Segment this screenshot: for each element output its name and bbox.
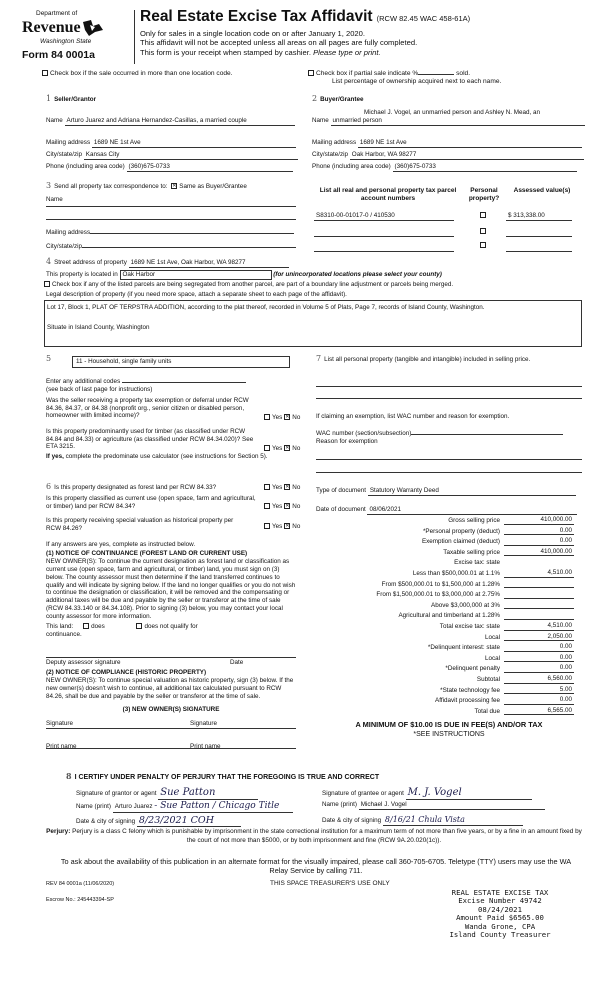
tax-row — [316, 525, 574, 536]
compliance-text: NEW OWNER(S): To continue special valuation as historic property, sign (3) below. If the new owner(s) doesn't wish to continue, all additional tax calculated pursuant to RCW 84.26, shall be due and payable by the seller or transferor at the time of sale. — [46, 677, 294, 700]
same-as-buyer-checkbox[interactable] — [171, 183, 177, 189]
tax-row — [316, 609, 574, 620]
revision-label: REV 84 0001a (11/06/2020) — [46, 881, 115, 887]
partial-sale-check[interactable]: Check box if partial sale indicate % sold. List percentage of ownership acquired next to each name. — [306, 70, 596, 86]
stamp-line: Excise Number 49742 — [458, 896, 542, 906]
dor-logo: Department of Revenue Washington State Form 84 0001a — [22, 10, 132, 61]
q-forest-answer: Yes✕ No — [262, 484, 300, 492]
tax-table — [316, 514, 574, 715]
tax-row-value[interactable] — [504, 598, 574, 599]
tax-row — [316, 662, 574, 673]
escrow-row: Escrow No.: 245443394-SP — [46, 897, 114, 903]
q-timber-no-checkbox[interactable] — [284, 445, 290, 451]
tax-row-value[interactable]: 0.00 — [504, 527, 574, 536]
buyer-name-line1: Michael J. Vogel, an unmarried person and Ashley N. Mead, an — [364, 109, 541, 116]
land-does-not-checkbox[interactable] — [136, 623, 142, 629]
tax-row-value[interactable]: 6,565.00 — [504, 707, 574, 716]
tax-row-label: From $1,500,000.01 to $3,000,000 at 2.75% — [376, 591, 500, 599]
personal-property-checkbox-3[interactable] — [480, 242, 486, 248]
continuance-title: (1) NOTICE OF CONTINUANCE (FOREST LAND OR CURRENT USE) — [46, 550, 248, 557]
q-current-use: Is this property classified as current use (open space, farm and agricultural, or timber) land per RCW 84.34? — [46, 495, 256, 510]
tax-row — [316, 652, 574, 663]
tax-row-label: Local — [484, 633, 500, 641]
grantor-date-row: Date & city of signing 8/23/2021 COH — [76, 815, 241, 827]
buyer-mailing-field[interactable]: 1689 NE 1st Ave — [358, 139, 582, 148]
parcel-number-field[interactable]: S8310-00-01017-0 / 410530 — [314, 212, 454, 221]
parcel-row — [314, 212, 462, 221]
tax-row-label: From $500,000.01 to $1,500,000 at 1.28% — [381, 580, 500, 588]
legal-description-textarea[interactable]: Lot 17, Block 1, PLAT OF TERPSTRA ADDITION, according to the plat thereof, recorded in Volume 5 of Plats, Page 7, records of Island County, Washington. Situate in Island County, Washington — [44, 300, 582, 347]
segregated-row[interactable]: Check box if any of the listed parcels are being segregated from another parcel, are part of a boundary line adjustment or parcels being merged. — [42, 281, 453, 289]
buyer-phone-field[interactable]: (360)675-0733 — [393, 163, 577, 172]
if-any-yes-note: If any answers are yes, complete as instructed below. — [46, 541, 196, 548]
treasurer-stamp — [430, 889, 570, 939]
grantee-signature-row: Signature of grantee or agent M. J. Vogel — [322, 787, 532, 800]
q-forest: 6 Is this property designated as forest land per RCW 84.33? — [46, 482, 217, 491]
segregated-checkbox[interactable] — [44, 281, 50, 287]
tax-row-label: Subtotal — [476, 675, 500, 683]
tax-row-value[interactable]: 0.00 — [504, 643, 574, 652]
perjury-note: Perjury: Perjury is a class C felony which is punishable by imprisonment in the state correctional institution for a maximum term of not more than five years, or by a fine in an amount fixed by the court of not more than $5000, or by both imprisonment and fine (RCW 9A.20.020(1c)). — [46, 828, 582, 844]
q-current-use-yes-checkbox[interactable] — [264, 503, 270, 509]
tax-row-value[interactable]: 5.00 — [504, 686, 574, 695]
assessed-value-header: Assessed value(s) — [513, 187, 571, 194]
wac-number-field[interactable] — [411, 434, 563, 435]
stamp-line: REAL ESTATE EXCISE TAX — [451, 888, 549, 897]
tax-row-label: Excise tax: state — [454, 559, 500, 567]
personal-property-list: 7 List all personal property (tangible and intangible) included in selling price. — [316, 354, 531, 363]
personal-property-checkbox-2[interactable] — [480, 228, 486, 234]
buyer-city-field[interactable]: Oak Harbor, WA 98277 — [350, 151, 584, 160]
grantee-signature[interactable]: M. J. Vogel — [406, 787, 532, 800]
deputy-signature-label: Deputy assessor signature — [46, 659, 121, 666]
seller-name-row: Name Arturo Juarez and Adriana Hernandez-Casillas, a married couple — [46, 117, 302, 126]
stamp-line: 08/24/2021 — [478, 904, 522, 914]
tax-row — [316, 641, 574, 652]
tax-row-label: Taxable selling price — [443, 548, 500, 556]
seller-city-row: City/state/zip Kansas City — [46, 151, 298, 160]
tax-row — [316, 546, 574, 557]
street-address-row: 4 Street address of property 1689 NE 1st Ave, Oak Harbor, WA 98277 — [46, 257, 289, 268]
legal-description-label: Legal description of property (if you need more space, attach a separate sheet to each page of the affidavit). — [46, 291, 347, 298]
tax-row-label: *Personal property (deduct) — [422, 527, 500, 535]
tax-row-label: Total excise tax: state — [439, 622, 500, 630]
tax-row-value[interactable]: 6,560.00 — [504, 675, 574, 684]
tax-row-label: Less than $500,000.01 at 1.1% — [412, 570, 500, 578]
seller-phone-row: Phone (including area code) (360)675-0733 — [46, 163, 293, 172]
doc-date-field[interactable]: 08/06/2021 — [367, 506, 577, 515]
treasurer-use-label: THIS SPACE TREASURER'S USE ONLY — [270, 880, 390, 887]
continuance-text: NEW OWNER(S): To continue the current designation as forest land or classification as current use (open space, farm and agricultural, or timber) land, you must sign on (3) below. The county assessor must then determine if the land transferred continues to qualify and will indicate by signing below. If the land no longer qualifies or you do not wish to continue the designation or classification, it will be removed and the compensating or additional taxes will be due and payable by the seller or transferor at the time of sale (RCW 84.33.140 or 84.34.108). Prior to signing (3) below, you may contact your local county assessor for more information. — [46, 558, 296, 621]
q-forest-yes-checkbox[interactable] — [264, 484, 270, 490]
predominate-use-note: If yes, complete the predominate use calculator (see instructions for Section 5). — [46, 453, 268, 460]
new-owner-signature-heading: (3) NEW OWNER(S) SIGNATURE — [122, 706, 220, 713]
tax-row-value[interactable]: 410,000.00 — [504, 548, 574, 557]
seller-phone-field[interactable]: (360)675-0733 — [127, 163, 293, 172]
buyer-name-field[interactable]: unmarried person — [331, 117, 585, 126]
stamp-line: Wanda Grone, CPA — [464, 921, 536, 931]
tax-row-label: *Delinquent interest: state — [427, 644, 500, 652]
q-exemption-yes-checkbox[interactable] — [264, 414, 270, 420]
alt-format-note: To ask about the availability of this publication in an alternate format for the visually impaired, please call 360-705-6705. Teletype (TTY) users may use the WA Relay Service by calling 711. — [60, 857, 572, 876]
tax-row-label: Above $3,000,000 at 3% — [431, 601, 500, 609]
tax-row-label: Exemption claimed (deduct) — [421, 538, 500, 546]
grantor-date-field[interactable]: 8/23/2021 COH — [137, 815, 241, 827]
page-title: Real Estate Excise Tax Affidavit — [140, 8, 373, 25]
dor-wordmark: Revenue — [22, 19, 81, 37]
stamp-line: Amount Paid $6565.00 — [456, 913, 544, 923]
land-does-checkbox[interactable] — [83, 623, 89, 629]
q-current-use-no-checkbox[interactable] — [284, 503, 290, 509]
tax-row-value[interactable]: 4,510.00 — [504, 622, 574, 631]
seller-heading: 1 Seller/Grantor — [46, 94, 97, 103]
corr-mailing-field[interactable] — [90, 233, 294, 234]
partial-sale-checkbox[interactable] — [308, 70, 314, 76]
land-use-row: 5 — [46, 354, 52, 363]
corr-mailing-row: Mailing address — [46, 229, 294, 237]
q-exemption-answer: Yes✕ No — [262, 414, 300, 422]
seller-name-field[interactable]: Arturo Juarez and Adriana Hernandez-Casillas, a married couple — [65, 117, 295, 126]
q-historical-yes-checkbox[interactable] — [264, 523, 270, 529]
tax-row-label: Agricultural and timberland at 1.28% — [398, 612, 500, 620]
tax-row — [316, 684, 574, 695]
tax-row — [316, 705, 574, 716]
tax-row — [316, 567, 574, 578]
grantor-name-row: Name (print) Arturo Juarez - Sue Patton / Chicago Title — [76, 801, 293, 813]
doc-type-field[interactable]: Statutory Warranty Deed — [368, 487, 576, 496]
tax-row-value[interactable]: 410,000.00 — [504, 516, 574, 525]
tax-row — [316, 578, 574, 589]
tax-row — [316, 535, 574, 546]
exemption-label: If claiming an exemption, list WAC number and reason for exemption. — [316, 413, 510, 420]
certify-heading: 8 I CERTIFY UNDER PENALTY OF PERJURY THAT THE FOREGOING IS TRUE AND CORRECT — [66, 771, 380, 781]
wac-row: WAC number (section/subsection) — [316, 430, 563, 438]
seller-mailing-row: Mailing address 1689 NE 1st Ave — [46, 139, 296, 148]
tax-row — [316, 556, 574, 567]
street-address-field[interactable]: 1689 NE 1st Ave, Oak Harbor, WA 98277 — [129, 259, 289, 268]
grantee-date-field[interactable]: 8/16/21 Chula Vista — [383, 815, 523, 826]
buyer-name-row: Name unmarried person — [312, 117, 585, 126]
tax-row-label: Local — [484, 654, 500, 662]
q-exemption-no-checkbox[interactable] — [284, 414, 290, 420]
doc-type-row: Type of document Statutory Warranty Deed — [316, 487, 576, 496]
buyer-phone-row: Phone (including area code) (360)675-0733 — [312, 163, 577, 172]
additional-codes-label: Enter any additional codes (see back of last page for instructions) — [46, 378, 246, 393]
tax-row-label: Affidavit processing fee — [435, 697, 500, 705]
assessed-value-field[interactable]: $ 313,338.00 — [506, 212, 572, 221]
buyer-heading: 2 Buyer/Grantee — [312, 94, 364, 103]
tax-row — [316, 588, 574, 599]
see-instructions-note: *SEE INSTRUCTIONS — [413, 731, 485, 738]
deputy-date-label: Date — [230, 659, 244, 666]
q-timber-answer: Yes✕ No — [262, 445, 300, 453]
this-land-row: This land: does does not qualify for continuance. — [46, 623, 198, 638]
tax-row-value[interactable]: 0.00 — [504, 664, 574, 673]
buyer-city-row: City/state/zip Oak Harbor, WA 98277 — [312, 151, 584, 160]
personal-property-checkbox-1[interactable] — [480, 212, 486, 218]
seller-mailing-field[interactable]: 1689 NE 1st Ave — [92, 139, 296, 148]
correspondence-row: 3 Send all property tax correspondence to: ✕ Same as Buyer/Grantee — [46, 181, 247, 191]
q-historical: Is this property receiving special valuation as historical property per RCW 84.26? — [46, 517, 234, 532]
personal-property-header: Personal property? — [468, 187, 500, 202]
q-current-use-answer: Yes✕ No — [262, 503, 300, 511]
tax-row — [316, 599, 574, 610]
corr-city-row: City/state/zip — [46, 243, 296, 251]
q-forest-no-checkbox[interactable] — [284, 484, 290, 490]
land-use-select[interactable]: 11 - Household, single family units — [72, 356, 290, 368]
grantee-name-row: Name (print) Michael J. Vogel — [322, 801, 545, 810]
tax-row — [316, 631, 574, 642]
q-exemption: Was the seller receiving a property tax exemption or deferral under RCW 84.36, 84.37, or 84.38 (nonprofit org., senior citizen or disabled person, homeowner with limited income)? — [46, 397, 249, 420]
stamp-line: Island County Treasurer — [449, 929, 551, 939]
tax-row-value[interactable]: 0.00 — [504, 696, 574, 705]
q-timber-yes-checkbox[interactable] — [264, 445, 270, 451]
seller-city-field[interactable]: Kansas City — [84, 151, 298, 160]
tax-row-value[interactable]: 0.00 — [504, 654, 574, 663]
doc-date-row: Date of document 08/06/2021 — [316, 506, 577, 515]
multi-location-check[interactable]: Check box if the sale occurred in more than one location code. — [40, 70, 233, 78]
tax-row — [316, 694, 574, 705]
grantor-name-field[interactable]: Arturo Juarez - Sue Patton / Chicago Title — [113, 801, 293, 813]
location-select[interactable]: Oak Harbor — [120, 270, 272, 280]
grantor-signature-row: Signature of grantor or agent Sue Patton — [76, 787, 258, 800]
grantor-signature[interactable]: Sue Patton — [158, 787, 258, 800]
tax-row — [316, 514, 574, 525]
tax-row-label: *Delinquent penalty — [445, 665, 500, 673]
form-number: Form 84 0001a — [22, 48, 95, 61]
tax-row-label: Total due — [474, 707, 500, 715]
multi-location-checkbox[interactable] — [42, 70, 48, 76]
grantee-date-row: Date & city of signing 8/16/21 Chula Vista — [322, 815, 523, 826]
compliance-title: (2) NOTICE OF COMPLIANCE (HISTORIC PROPERTY) — [46, 669, 207, 676]
tax-row-value[interactable]: 2,050.00 — [504, 633, 574, 642]
tax-row-value[interactable] — [504, 587, 574, 588]
tax-row — [316, 673, 574, 684]
corr-city-field[interactable] — [82, 247, 296, 248]
parcel-header: List all real and personal property tax parcel account numbers — [319, 187, 457, 202]
tax-row-value[interactable]: 0.00 — [504, 537, 574, 546]
q-historical-no-checkbox[interactable] — [284, 523, 290, 529]
tax-row-value[interactable] — [504, 608, 574, 609]
tax-row-value[interactable]: 4,510.00 — [504, 569, 574, 578]
q-historical-answer: Yes✕ No — [262, 523, 300, 531]
minimum-due-note: A MINIMUM OF $10.00 IS DUE IN FEE(S) AND/OR TAX — [355, 720, 543, 729]
q-timber: Is this property predominantly used for timber (as classified under RCW 84.84 and 84.33) or agriculture (as classified under RCW 84.34.020)? See ETA 3215. — [46, 428, 254, 451]
reason-label: Reason for exemption — [316, 438, 378, 445]
wa-state-logo-icon — [81, 18, 105, 38]
tax-row-label: Gross selling price — [448, 517, 500, 525]
grantee-name-field[interactable]: Michael J. Vogel — [359, 801, 545, 810]
tax-row — [316, 620, 574, 631]
tax-row-value[interactable] — [504, 619, 574, 620]
tax-row-label: *State technology fee — [440, 686, 500, 694]
buyer-mailing-row: Mailing address 1689 NE 1st Ave — [312, 139, 582, 148]
location-row: This property is located in Oak Harbor (for unincorporated locations please select your county) — [46, 271, 442, 278]
